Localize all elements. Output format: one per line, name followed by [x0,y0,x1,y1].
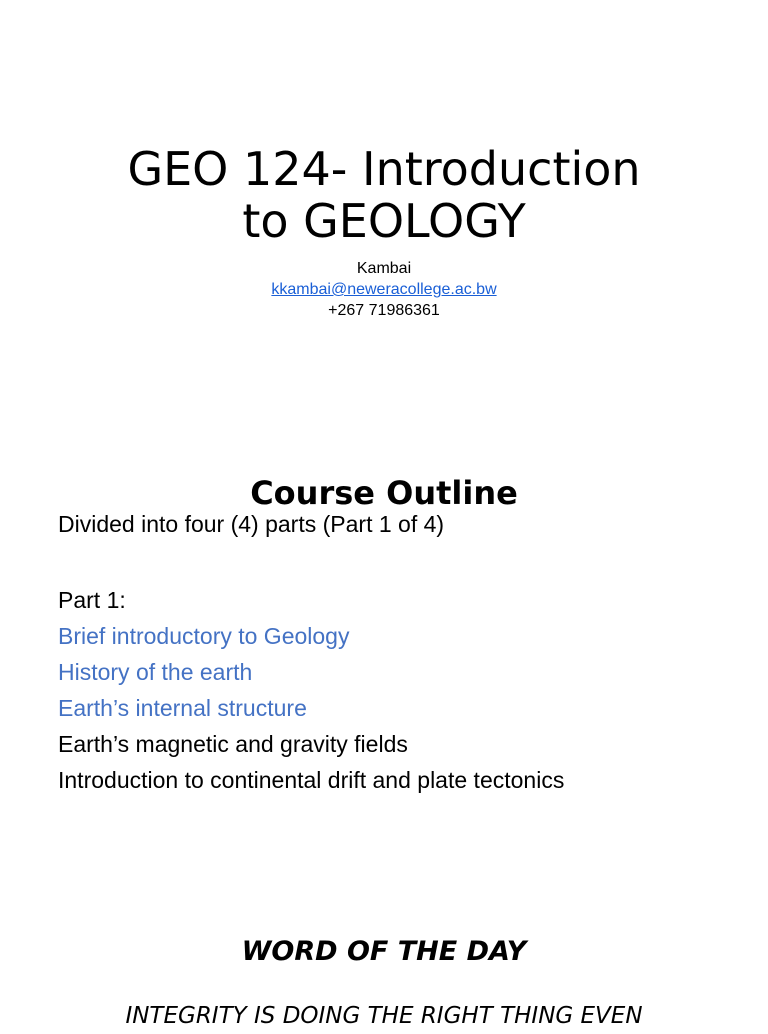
course-outline-heading: Course Outline [250,473,518,512]
topic-item-plate-tectonics: Introduction to continental drift and plate tectonics [58,767,565,793]
title-line-1: GEO 124- Introduction [127,141,641,196]
email-link[interactable]: kkambai@neweracollege.ac.bw [271,281,497,298]
outline-intro: Divided into four (4) parts (Part 1 of 4) [58,511,445,537]
topic-list [58,618,748,798]
part-label: Part 1: [58,587,126,613]
topic-item-magnetic-gravity: Earth’s magnetic and gravity fields [58,731,408,757]
page-title [0,143,768,247]
contact-block [0,258,768,321]
author-name: Kambai [356,260,412,277]
word-of-the-day-quote: INTEGRITY IS DOING THE RIGHT THING EVEN [125,1003,643,1029]
phone-number: +267 71986361 [328,302,440,319]
word-of-the-day-heading: WORD OF THE DAY [241,936,527,968]
topic-item-internal-structure[interactable]: Earth’s internal structure [58,695,307,721]
title-line-2: to GEOLOGY [242,193,526,248]
course-outline [58,508,748,798]
topic-item-introductory[interactable]: Brief introductory to Geology [58,623,350,649]
topic-item-history[interactable]: History of the earth [58,659,253,685]
